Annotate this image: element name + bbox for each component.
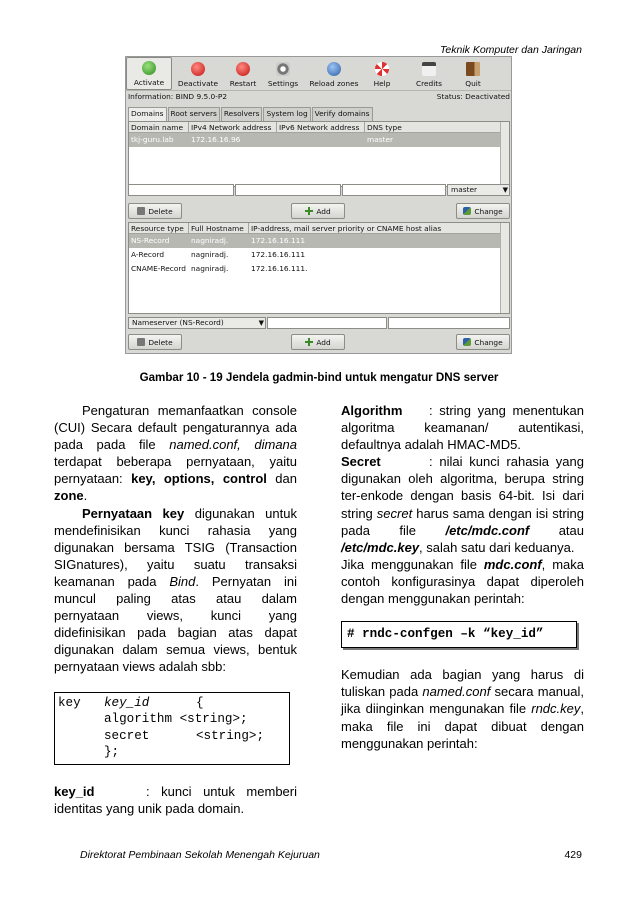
hostname-input[interactable]	[267, 317, 387, 329]
ipv4-input[interactable]	[235, 184, 341, 196]
tab-verify-domains[interactable]: Verify domains	[312, 107, 373, 121]
plus-icon	[305, 207, 313, 215]
page-number: 429	[564, 849, 582, 861]
domain-name-input[interactable]	[128, 184, 234, 196]
settings-button[interactable]: Settings	[262, 57, 304, 90]
right-column	[341, 402, 584, 752]
chevron-down-icon: ▼	[502, 186, 508, 194]
resource-type-select[interactable]: Nameserver (NS-Record) ▼	[128, 317, 266, 329]
reload-zones-button[interactable]: Reload zones	[304, 57, 364, 90]
col-dns-type[interactable]: DNS type	[365, 122, 501, 132]
table-row[interactable]: tkj-guru.lab 172.16.16.96 master	[129, 133, 509, 147]
domain-change-button[interactable]: Change	[456, 203, 510, 219]
tab-system-log[interactable]: System log	[263, 107, 310, 121]
page-footer	[80, 849, 582, 861]
deactivate-icon	[191, 62, 205, 76]
delete-icon	[137, 338, 145, 346]
footer-text: Direktorat Pembinaan Sekolah Menengah Kejuruan	[80, 849, 320, 861]
domain-table	[128, 121, 510, 187]
left-column	[54, 402, 297, 817]
paragraph-pengaturan: Pengaturan memanfaatkan console (CUI) Secara default pengaturannya ada pada pada file named.conf, dimana terdapat beberapa pernyataan, yaitu pernyataan: key, options, control dan zone.	[54, 403, 298, 504]
help-button[interactable]: Help	[364, 57, 400, 90]
col-ipv6[interactable]: IPv6 Network address	[277, 122, 365, 132]
domain-add-button[interactable]: Add	[291, 203, 345, 219]
deactivate-button[interactable]: Deactivate	[172, 57, 224, 90]
quit-button[interactable]: Quit	[458, 57, 488, 90]
toolbar	[126, 57, 511, 91]
plus-icon	[305, 338, 313, 346]
ip-address-input[interactable]	[388, 317, 510, 329]
col-full-hostname[interactable]: Full Hostname	[189, 223, 249, 233]
resource-change-button[interactable]: Change	[456, 334, 510, 350]
table-row[interactable]: CNAME-Record nagniradj. 172.16.16.111.	[131, 264, 308, 273]
page-header: Teknik Komputer dan Jaringan	[439, 44, 582, 56]
delete-icon	[137, 207, 145, 215]
resource-scrollbar[interactable]	[500, 223, 509, 313]
paragraph-pernyataan-key: Pernyataan key digunakan untuk mendefinisikan kunci rahasia yang digunakan bersama TSIG (Transaction SIGnatures), yaitu suatu transaksi keamanan pada Bind. Pernyatan ini muncul paling atas atau dalam pernyataan views, kunci yang didefinisikan pada bagian atas dapat digunakan dalam semua views, bentuk pernyataan views adalah sbb:	[54, 505, 297, 675]
ipv6-input[interactable]	[342, 184, 446, 196]
gadmin-bind-window	[125, 56, 512, 354]
domain-scrollbar[interactable]	[500, 122, 509, 186]
activate-icon	[142, 61, 156, 75]
credits-button[interactable]: Credits	[400, 57, 458, 90]
gear-icon	[276, 62, 290, 76]
col-domain-name[interactable]: Domain name	[129, 122, 189, 132]
paragraph-kemudian: Kemudian ada bagian yang harus di tuliskan pada named.conf secara manual, jika diinginkan mengunakan file rndc.key, maka file ini dapat dibuat dengan menggunakan perintah:	[341, 667, 584, 751]
domain-delete-button[interactable]: Delete	[128, 203, 182, 219]
rndc-command-box: # rndc-confgen –k “key_id”	[341, 621, 577, 648]
info-bar	[128, 92, 510, 103]
key-code-block: key key_id { algorithm <string>; secret <string>; };	[54, 692, 290, 765]
tab-domains[interactable]: Domains	[128, 107, 167, 121]
tab-resolvers[interactable]: Resolvers	[221, 107, 263, 121]
change-icon	[463, 338, 471, 346]
info-text: Information: BIND 9.5.0-P2	[128, 92, 228, 101]
restart-button[interactable]: Restart	[224, 57, 262, 90]
resource-delete-button[interactable]: Delete	[128, 334, 182, 350]
col-ip-address[interactable]: IP-address, mail server priority or CNAME host alias	[249, 223, 501, 233]
col-resource-type[interactable]: Resource type	[129, 223, 189, 233]
resource-table	[128, 222, 510, 314]
exit-door-icon	[466, 62, 480, 76]
activate-button[interactable]: Activate	[126, 57, 172, 90]
definition-key-id: key_id : kunci untuk memberi identitas yang unik pada domain.	[54, 783, 297, 816]
dns-type-select[interactable]: master ▼	[447, 184, 510, 196]
paragraph-mdc-conf: Jika menggunakan file mdc.conf, maka contoh konfigurasinya dapat diperoleh dengan menggunakan perintah:	[341, 556, 584, 607]
status-text: Status: Deactivated	[436, 92, 510, 101]
table-row[interactable]: NS-Record nagniradj. 172.16.16.111	[129, 234, 509, 248]
globe-icon	[327, 62, 341, 76]
figure-caption: Gambar 10 - 19 Jendela gadmin-bind untuk mengatur DNS server	[139, 371, 499, 384]
tab-bar	[128, 107, 374, 121]
table-row[interactable]: A-Record nagniradj. 172.16.16.111	[131, 250, 306, 259]
tab-root-servers[interactable]: Root servers	[168, 107, 220, 121]
col-ipv4[interactable]: IPv4 Network address	[189, 122, 277, 132]
chevron-down-icon: ▼	[258, 319, 264, 327]
credits-icon	[422, 62, 436, 76]
resource-add-button[interactable]: Add	[291, 334, 345, 350]
definition-algorithm: Algorithm : string yang menentukan algoritma keamanan/ autentikasi, defaultnya adalah HMAC-MD5.	[341, 403, 584, 453]
definition-secret: Secret : nilai kunci rahasia yang digunakan oleh algoritma, berupa string ter-enkode dengan basis 64-bit. Isi dari string secret harus sama dengan isi string pada file /etc/mdc.conf atau /etc/mdc.key, salah satu dari keduanya.	[341, 454, 585, 555]
change-icon	[463, 207, 471, 215]
lifebuoy-icon	[375, 62, 389, 76]
restart-icon	[236, 62, 250, 76]
